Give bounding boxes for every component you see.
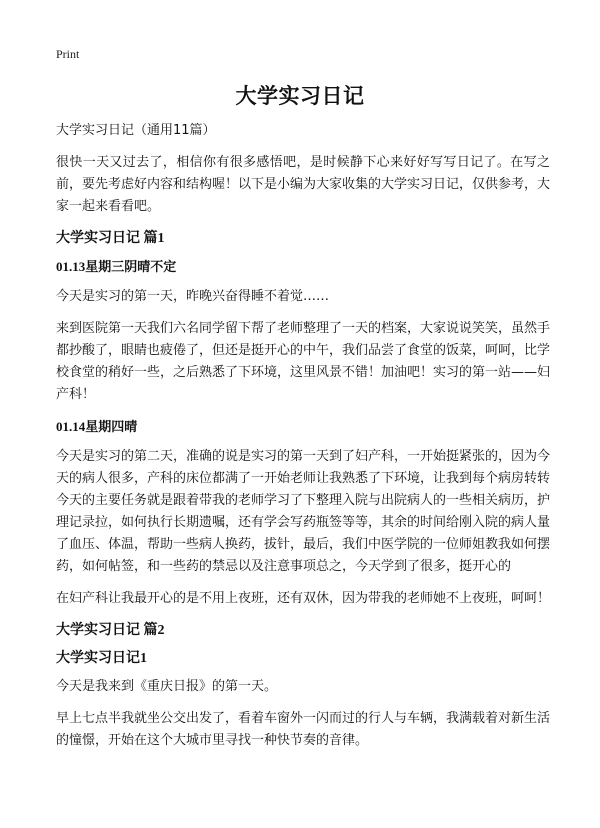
- entry-subheading: 大学实习日记1: [56, 651, 147, 666]
- intro-paragraph: 很快一天又过去了，相信你有很多感悟吧，是时候静下心来好好写写日记了。在写之前，要先考虑好内容和结构喔！以下是小编为大家收集的大学实习日记，仅供参考，大家一起来看看吧。: [56, 155, 551, 214]
- entry-paragraph: 今天是我来到《重庆日报》的第一天。: [56, 679, 278, 694]
- document-subtitle: 大学实习日记（通用11篇）: [56, 123, 216, 138]
- section-heading-1: 大学实习日记 篇1: [56, 231, 165, 246]
- entry-paragraph: 在妇产科让我最开心的是不用上夜班，还有双休，因为带我的老师她不上夜班，呵呵！: [56, 591, 551, 606]
- print-link[interactable]: Print: [56, 47, 80, 61]
- document-body: [56, 120, 550, 762]
- entry-paragraph: 今天是实习的第二天，准确的说是实习的第一天到了妇产科，一开始挺紧张的，因为今天的病人很多，产科的床位都满了一开始老师让我熟悉了下环境，让我到每个病房转转今天的主要任务就是跟着带我的老师学习了下整理入院与出院病人的一些相关病历，护理记录拉，如何执行长期遗嘱，还有学会写药瓶签等等，其余的时间给刚入院的病人量了血压、体温，帮助一些病人换药，拔针，最后，我们中医学院的一位师姐教我如何摆药，如何帖签，和一些药的禁忌以及注意事项总之，今天学到了很多，挺开心的: [56, 449, 551, 574]
- entry-paragraph: 来到医院第一天我们六名同学留下帮了老师整理了一天的档案，大家说说笑笑，虽然手都抄酸了，眼睛也疲倦了，但还是挺开心的中午，我们品尝了食堂的饭菜，呵呵，比学校食堂的稍好一些，之后熟悉了下环境，这里风景不错！加油吧！实习的第一站——妇产科！: [56, 321, 551, 402]
- entry-date-heading: 01.14星期四晴: [56, 419, 138, 434]
- entry-paragraph: 早上七点半我就坐公交出发了，看着车窗外一闪而过的行人与车辆，我满载着对新生活的憧憬，开始在这个大城市里寻找一种快节奏的音律。: [56, 711, 551, 748]
- section-heading-2: 大学实习日记 篇2: [56, 623, 165, 638]
- entry-paragraph: 今天是实习的第一天，昨晚兴奋得睡不着觉……: [56, 289, 330, 304]
- page-title: 大学实习日记: [235, 84, 365, 108]
- entry-date-heading: 01.13星期三阴晴不定: [56, 259, 177, 274]
